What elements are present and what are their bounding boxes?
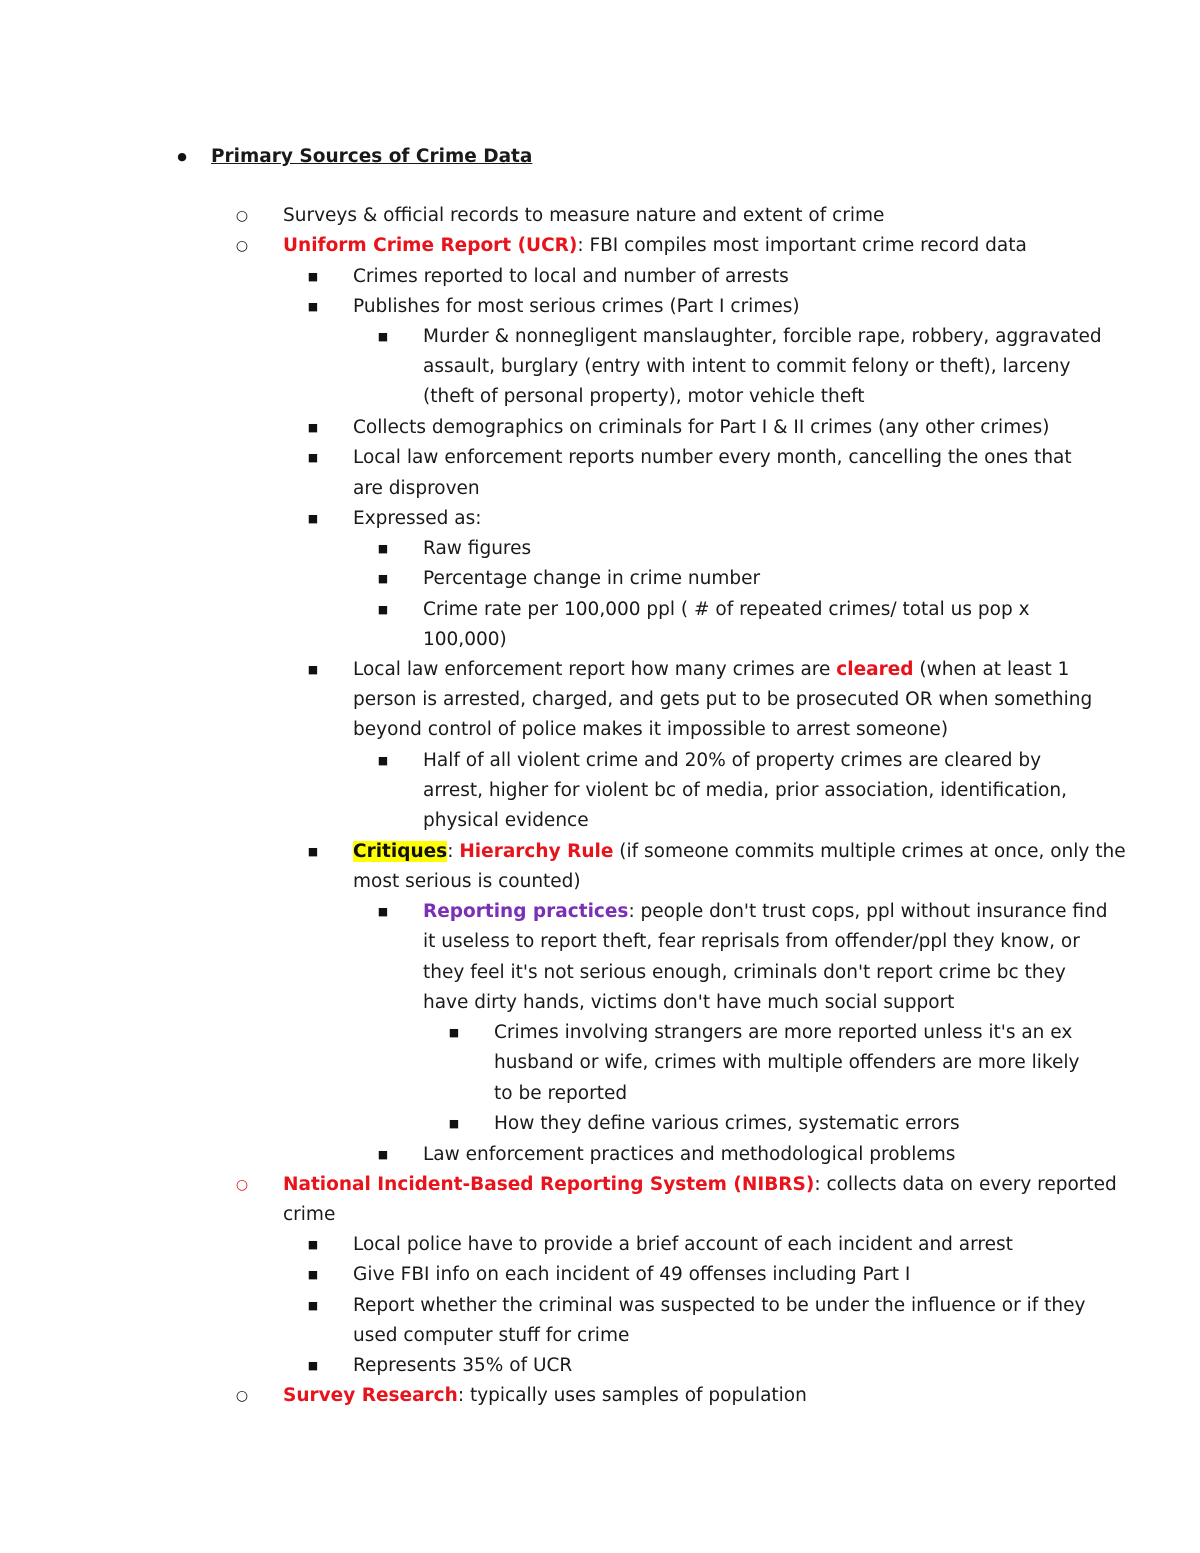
list-item-text (423, 625, 507, 655)
list-item-text (423, 776, 1067, 806)
list-item-text (353, 504, 481, 534)
list-item-text (423, 382, 865, 412)
list-item-text (353, 292, 800, 322)
square-bullet-icon: ■ (307, 1359, 319, 1372)
text-segment: : people don't trust cops, ppl without insurance find (628, 901, 1108, 922)
text-segment: arrest, higher for violent bc of media, prior association, identification, (423, 780, 1067, 801)
square-bullet-icon: ■ (307, 512, 319, 525)
text-segment: 100,000) (423, 629, 507, 650)
emphasized-term: Hierarchy Rule (459, 841, 614, 862)
text-segment: Report whether the criminal was suspected to be under the influence or if they (353, 1295, 1086, 1316)
text-segment: : (447, 841, 460, 862)
emphasized-term: cleared (836, 659, 914, 680)
text-segment: it useless to report theft, fear reprisals from offender/ppl they know, or (423, 931, 1080, 952)
list-item-text (353, 1351, 572, 1381)
square-bullet-icon: ■ (307, 451, 319, 464)
text-segment: : collects data on every reported (814, 1174, 1117, 1195)
text-segment: to be reported (494, 1083, 628, 1104)
text-segment: Collects demographics on criminals for Part I & II crimes (any other crimes) (353, 417, 1050, 438)
list-item-text (494, 1079, 627, 1109)
text-segment: Represents 35% of UCR (353, 1355, 573, 1376)
square-bullet-icon: ■ (307, 270, 319, 283)
text-segment: Crime rate per 100,000 ppl ( # of repeated crimes/ total us pop x (423, 599, 1030, 620)
text-segment: Expressed as: (353, 508, 482, 529)
square-bullet-icon: ■ (377, 572, 389, 585)
list-item-text (353, 1291, 1085, 1321)
list-item-text (283, 1200, 335, 1230)
list-item-text (423, 564, 760, 594)
list-item-text (423, 958, 1066, 988)
list-item-text (283, 231, 1027, 261)
square-bullet-icon: ■ (307, 300, 319, 313)
square-bullet-icon: ■ (377, 1148, 389, 1161)
list-item-text (283, 201, 884, 231)
square-bullet-icon: ■ (307, 421, 319, 434)
square-bullet-icon: ■ (377, 542, 389, 555)
text-segment: Crimes reported to local and number of arrests (353, 266, 789, 287)
square-bullet-icon: ■ (448, 1117, 460, 1130)
highlighted-term: Critiques (353, 841, 448, 862)
list-item-text (353, 1230, 1013, 1260)
list-item-text (353, 715, 948, 745)
text-segment: Local law enforcement reports number every month, cancelling the ones that (353, 447, 1072, 468)
text-segment: they feel it's not serious enough, criminals don't report crime bc they (423, 962, 1066, 983)
square-bullet-icon: ■ (377, 603, 389, 616)
text-segment: Crimes involving strangers are more reported unless it's an ex (494, 1022, 1073, 1043)
list-item-text (423, 988, 954, 1018)
text-segment: Give FBI info on each incident of 49 offenses including Part I (353, 1264, 911, 1285)
text-segment: Raw figures (423, 538, 532, 559)
text-segment: most serious is counted) (353, 871, 581, 892)
document-title: Primary Sources of Crime Data (211, 146, 533, 167)
text-segment: How they define various crimes, systematic errors (494, 1113, 960, 1134)
list-item-text (494, 1109, 960, 1139)
list-item-text (423, 806, 589, 836)
text-segment: assault, burglary (entry with intent to commit felony or theft), larceny (423, 356, 1071, 377)
text-segment: are disproven (353, 478, 480, 499)
square-bullet-icon: ■ (448, 1026, 460, 1039)
text-segment: (theft of personal property), motor vehicle theft (423, 386, 865, 407)
text-segment: husband or wife, crimes with multiple offenders are more likely (494, 1052, 1080, 1073)
text-segment: (if someone commits multiple crimes at once, only the (613, 841, 1126, 862)
list-item-text (494, 1018, 1072, 1048)
text-segment: Local law enforcement report how many crimes are (353, 659, 837, 680)
emphasized-term: Reporting practices (423, 901, 629, 922)
text-segment: Law enforcement practices and methodological problems (423, 1144, 956, 1165)
list-item-text (353, 413, 1049, 443)
text-segment: used computer stuff for crime (353, 1325, 630, 1346)
list-item-text (283, 1381, 807, 1411)
text-segment: Half of all violent crime and 20% of property crimes are cleared by (423, 750, 1042, 771)
list-item-text (423, 595, 1030, 625)
text-segment: Surveys & official records to measure nature and extent of crime (283, 205, 885, 226)
list-item-text (353, 443, 1072, 473)
circle-bullet-icon: ○ (235, 238, 249, 254)
text-segment: : FBI compiles most important crime record data (577, 235, 1027, 256)
disc-bullet-icon: ● (177, 150, 187, 163)
text-segment: person is arrested, charged, and gets put to be prosecuted OR when something (353, 689, 1093, 710)
square-bullet-icon: ■ (377, 754, 389, 767)
text-segment: Percentage change in crime number (423, 568, 761, 589)
list-item-text (353, 837, 1126, 867)
list-item-text (353, 262, 789, 292)
text-segment: Murder & nonnegligent manslaughter, forcible rape, robbery, aggravated (423, 326, 1102, 347)
list-item-text (353, 1321, 629, 1351)
list-item-text (353, 685, 1092, 715)
text-segment: Local police have to provide a brief account of each incident and arrest (353, 1234, 1013, 1255)
square-bullet-icon: ■ (307, 1299, 319, 1312)
emphasized-term: Survey Research (283, 1385, 458, 1406)
list-item-text (283, 1170, 1117, 1200)
square-bullet-icon: ■ (377, 330, 389, 343)
emphasized-term: Uniform Crime Report (UCR) (283, 235, 578, 256)
list-item-text (423, 1140, 955, 1170)
text-segment: Publishes for most serious crimes (Part I crimes) (353, 296, 800, 317)
list-item-text (423, 352, 1070, 382)
text-segment: physical evidence (423, 810, 589, 831)
list-item-text (353, 1260, 910, 1290)
text-segment: : typically uses samples of population (457, 1385, 807, 1406)
text-segment: have dirty hands, victims don't have much social support (423, 992, 955, 1013)
list-item-text (423, 746, 1041, 776)
circle-bullet-icon: ○ (235, 1177, 249, 1193)
list-item-text (353, 474, 480, 504)
square-bullet-icon: ■ (377, 905, 389, 918)
square-bullet-icon: ■ (307, 1238, 319, 1251)
square-bullet-icon: ■ (307, 663, 319, 676)
list-item-text (353, 867, 581, 897)
list-item-text (423, 534, 531, 564)
square-bullet-icon: ■ (307, 1268, 319, 1281)
list-item-text (423, 927, 1080, 957)
text-segment: crime (283, 1204, 336, 1225)
list-item-text (494, 1048, 1079, 1078)
square-bullet-icon: ■ (307, 845, 319, 858)
circle-bullet-icon: ○ (235, 1388, 249, 1404)
list-item-text (423, 322, 1102, 352)
text-segment: beyond control of police makes it impossible to arrest someone) (353, 719, 949, 740)
emphasized-term: National Incident-Based Reporting System (NIBRS) (283, 1174, 815, 1195)
list-item-text (423, 897, 1108, 927)
list-item-text (353, 655, 1069, 685)
text-segment: (when at least 1 (913, 659, 1070, 680)
circle-bullet-icon: ○ (235, 208, 249, 224)
